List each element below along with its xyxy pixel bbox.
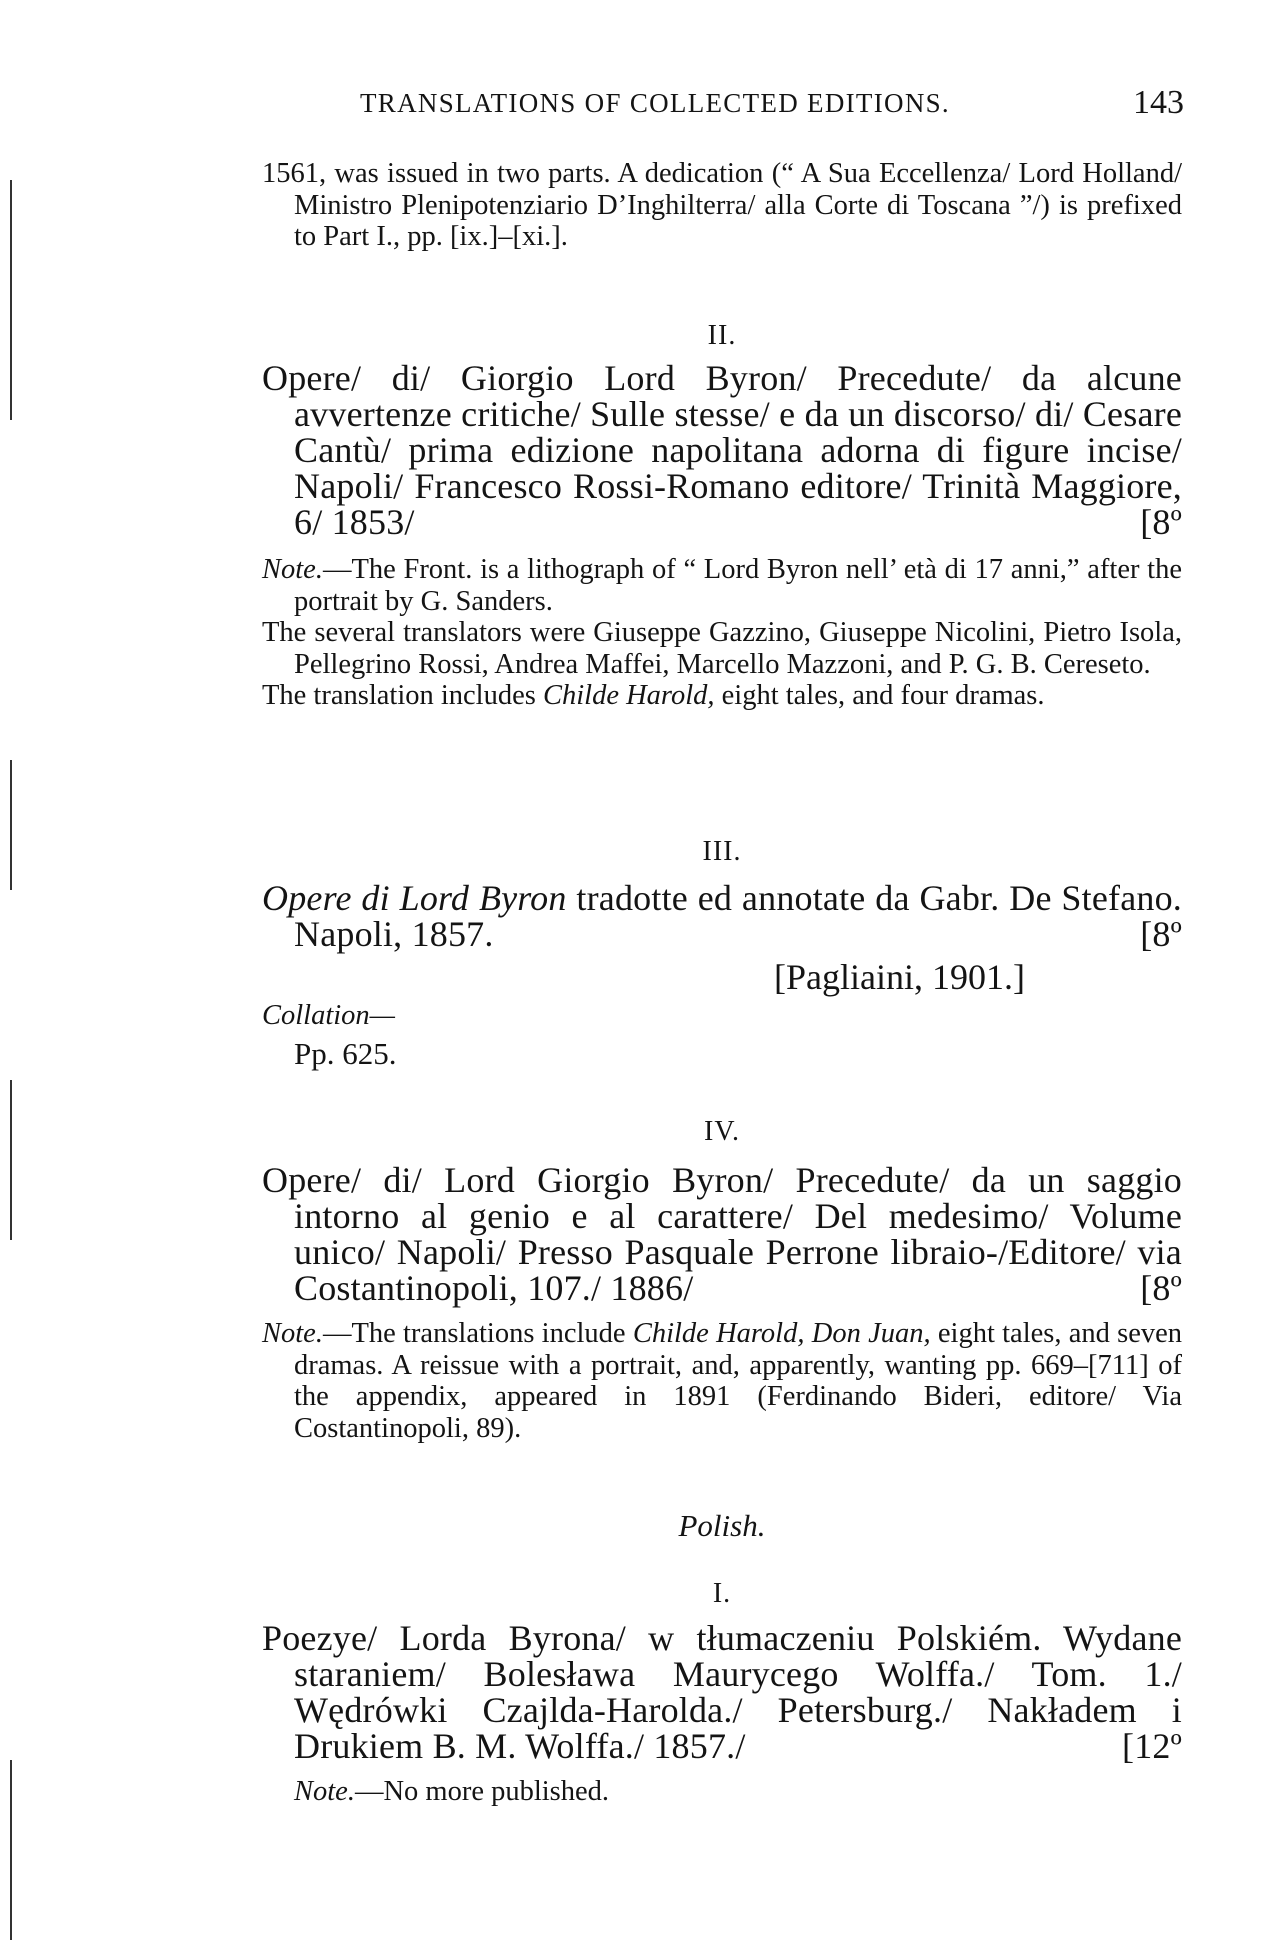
entry-iii-collation: [262, 1000, 1182, 1072]
entry-ii-translators: The several translators were Giuseppe Gazzino, Giuseppe Nicolini, Pietro Isola, Pellegrino Rossi, Andrea Maffei, Marcello Mazzoni, and P. G. B. Cereseto.: [262, 617, 1182, 680]
entry-ii-numeral-row: [262, 320, 1182, 352]
entry-iii-source: [Pagliaini, 1901.]: [774, 957, 1025, 997]
polish-format: [12º: [1122, 1726, 1182, 1766]
entry-iii-collation-label: Collation—: [262, 1000, 396, 1031]
entry-ii-note-text: —The Front. is a lithograph of “ Lord Byron nell’ età di 17 anni,” after the portrait by G. Sanders.: [294, 554, 1182, 617]
entry-iii-numeral: III.: [702, 836, 742, 867]
polish-title: Poezye/ Lorda Byrona/ w tłumaczeniu Polskiém. Wydane staraniem/ Bolesława Maurycego Wolffa./ Tom. 1./ Wędrówki Czajlda-Harolda./ Petersburg./ Nakładem i Drukiem B. M. Wolffa./ 1857./: [262, 1618, 1182, 1766]
entry-iv-note: [262, 1318, 1182, 1444]
entry-ii-numeral: II.: [707, 320, 737, 351]
entry-iv-note-mid: [804, 1318, 811, 1349]
entry-iii-title-rest: tradotte ed annotate da Gabr. De Stefano. Napoli, 1857.: [294, 878, 1182, 954]
polish-entry: [262, 1620, 1182, 1764]
scan-margin-line: [10, 1080, 12, 1240]
entry-iv-format: [8º: [1140, 1268, 1182, 1308]
entry-ii-note-label: Note.: [262, 554, 323, 585]
entry-iv-note-ital1: Childe Harold,: [632, 1318, 805, 1349]
entry-ii-contents-pre: The translation includes: [262, 680, 543, 711]
entry-iii-title-ital: Opere di Lord Byron: [262, 878, 567, 918]
entry-iv-title: Opere/ di/ Lord Giorgio Byron/ Precedute/ da un saggio intorno al genio e al carattere/ Del medesimo/ Volume unico/ Napoli/ Presso Pasquale Perrone libraio-/Editore/ via Costantinopoli, 107./ 1886/: [262, 1160, 1182, 1308]
entry-ii-title: Opere/ di/ Giorgio Lord Byron/ Precedute/ da alcune avvertenze critiche/ Sulle stesse/ e da un discorso/ di/ Cesare Cantù/ prima edizione napolitana adorna di figure incise/ Napoli/ Francesco Rossi-Romano editore/ Trinità Maggiore, 6/ 1853/: [262, 358, 1182, 542]
polish-note: [262, 1776, 1182, 1808]
entry-iii-numeral-row: [262, 836, 1182, 868]
page-number: 143: [1133, 84, 1184, 121]
polish-note-text: —No more published.: [354, 1776, 610, 1807]
entry-iv-note-ital2: Don Juan,: [811, 1318, 931, 1349]
polish-numeral-row: [262, 1578, 1182, 1610]
entry-iv-note-pre: —The translations include: [322, 1318, 633, 1349]
entry-ii-format: [8º: [1140, 502, 1182, 542]
entry-ii-contents-post: eight tales, and four dramas.: [714, 680, 1045, 711]
running-title: TRANSLATIONS OF COLLECTED EDITIONS.: [360, 88, 950, 118]
polish-heading: Polish.: [678, 1508, 766, 1543]
intro-text: 1561, was issued in two parts. A dedication (“ A Sua Eccellenza/ Lord Holland/ Ministro Plenipotenziario D’Inghilterra/ alla Corte di Toscana ”/) is prefixed to Part I., pp. [ix.]–[xi.].: [262, 158, 1182, 252]
intro-paragraph: [262, 158, 1182, 253]
entry-ii-contents-ital: Childe Harold,: [542, 680, 715, 711]
entry-iii: [262, 880, 1182, 952]
entry-ii-notes: [262, 554, 1182, 712]
scan-margin-line: [10, 1760, 12, 1940]
entry-iv-numeral-row: [262, 1116, 1182, 1148]
entry-iv: [262, 1162, 1182, 1306]
entry-iv-numeral: IV.: [704, 1116, 740, 1147]
scan-margin-line: [10, 180, 12, 420]
polish-note-label: Note.: [294, 1776, 355, 1807]
scan-margin-line: [10, 760, 12, 890]
running-header: [360, 84, 1190, 128]
entry-iii-collation-pages: Pp. 625.: [294, 1036, 397, 1071]
entry-iv-note-post: eight tales, and seven dramas. A reissue with a portrait, and, apparently, wanting pp. 669–[711] of the appendix, appeared in 1891 (Ferdinando Bideri, editore/ Via Costantinopoli, 89).: [294, 1318, 1183, 1444]
entry-iv-note-label: Note.: [262, 1318, 323, 1349]
entry-ii: [262, 360, 1182, 540]
polish-numeral: I.: [712, 1578, 732, 1609]
entry-iii-format: [8º: [1140, 914, 1182, 954]
